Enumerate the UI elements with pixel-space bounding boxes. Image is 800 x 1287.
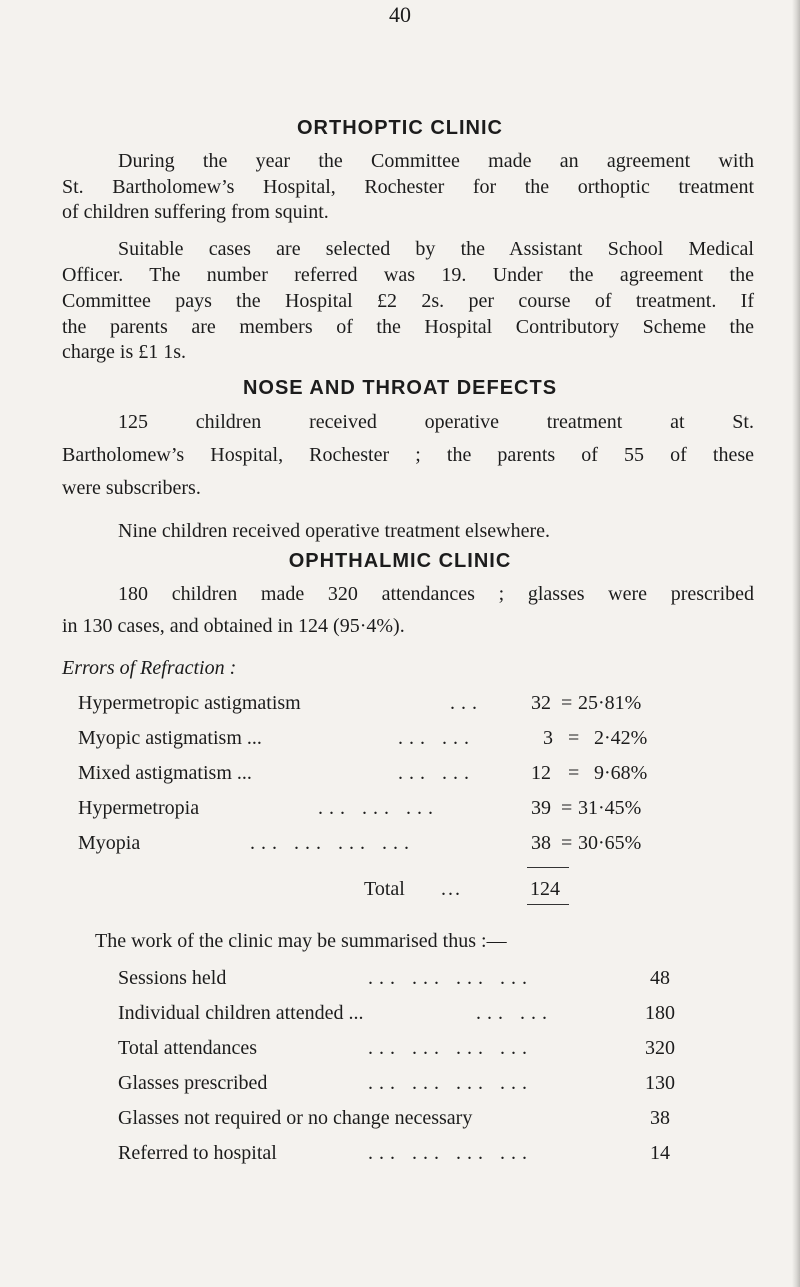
equals-sign: = [561, 832, 573, 854]
summary-value: 180 [645, 1002, 675, 1024]
leader-dots: ... ... [476, 1002, 553, 1024]
error-count: 39 [531, 797, 551, 819]
error-label: Hypermetropic astigmatism [78, 692, 301, 714]
leader-dots: ... ... ... ... [368, 967, 533, 989]
total-rule-bottom [527, 904, 569, 905]
nose-throat-p1-line1: 125 children received operative treatment at St. [118, 411, 754, 433]
orthoptic-p1-line1: During the year the Committee made an agreement with [118, 150, 754, 172]
summary-value: 320 [645, 1037, 675, 1059]
total-rule-top [527, 867, 569, 868]
summary-row [118, 967, 698, 993]
page-number: 40 [389, 2, 411, 27]
errors-row [78, 727, 718, 753]
error-count: 3 [543, 727, 553, 749]
orthoptic-p1-line2: St. Bartholomew’s Hospital, Rochester for the orthoptic treatment [62, 176, 754, 198]
equals-sign: = [568, 762, 580, 784]
summary-row [118, 1072, 698, 1098]
page-edge-shadow [792, 0, 800, 1287]
nose-throat-p1-line3: were subscribers. [62, 477, 201, 499]
error-count: 12 [531, 762, 551, 784]
orthoptic-heading: ORTHOPTIC CLINIC [297, 117, 503, 139]
summary-label: Sessions held [118, 967, 227, 989]
leader-dots: ... ... ... ... [368, 1037, 533, 1059]
orthoptic-p2-line2: Officer. The number referred was 19. Under the agreement the [62, 264, 754, 286]
orthoptic-p2-line5: charge is £1 1s. [62, 341, 187, 363]
total-dots: ... [441, 878, 462, 900]
orthoptic-p2-line3: Committee pays the Hospital £2 2s. per course of treatment. If [62, 290, 754, 312]
error-label: Myopic astigmatism ... [78, 727, 262, 749]
ophthalmic-p1-line1: 180 children made 320 attendances ; glasses were prescribed [118, 583, 754, 605]
equals-sign: = [568, 727, 580, 749]
summary-label: Glasses prescribed [118, 1072, 268, 1094]
summary-row [118, 1037, 698, 1063]
error-count: 32 [531, 692, 551, 714]
error-percent: 30·65% [578, 832, 642, 854]
nose-throat-p1-line2: Bartholomew’s Hospital, Rochester ; the parents of 55 of these [62, 444, 754, 466]
summary-row [118, 1002, 698, 1028]
errors-row [78, 832, 718, 858]
summary-label: Glasses not required or no change necessary [118, 1107, 473, 1129]
summary-value: 130 [645, 1072, 675, 1094]
leader-dots: ... ... [398, 762, 475, 784]
errors-row [78, 692, 718, 718]
leader-dots: ... ... ... [318, 797, 439, 819]
leader-dots: ... ... ... ... [250, 832, 415, 854]
ophthalmic-heading: OPHTHALMIC CLINIC [288, 550, 512, 572]
total-label: Total [364, 878, 405, 900]
error-label: Mixed astigmatism ... [78, 762, 252, 784]
equals-sign: = [561, 692, 573, 714]
error-percent: 9·68% [594, 762, 648, 784]
leader-dots: ... [450, 692, 483, 714]
error-count: 38 [531, 832, 551, 854]
errors-row [78, 797, 718, 823]
leader-dots: ... ... [398, 727, 475, 749]
error-percent: 25·81% [578, 692, 642, 714]
summary-label: Total attendances [118, 1037, 258, 1059]
summary-row [118, 1107, 698, 1133]
errors-row [78, 762, 718, 788]
leader-dots: ... ... ... ... [368, 1142, 533, 1164]
orthoptic-p1-line3: of children suffering from squint. [62, 201, 329, 223]
total-value: 124 [530, 878, 560, 900]
error-label: Myopia [78, 832, 141, 854]
summary-intro: The work of the clinic may be summarised thus :— [95, 930, 507, 952]
error-percent: 31·45% [578, 797, 642, 819]
errors-title: Errors of Refraction : [62, 657, 237, 679]
summary-value: 38 [650, 1107, 670, 1129]
nose-throat-p2: Nine children received operative treatment elsewhere. [118, 520, 551, 542]
orthoptic-p2-line4: the parents are members of the Hospital Contributory Scheme the [62, 316, 754, 338]
nose-throat-heading: NOSE AND THROAT DEFECTS [242, 377, 558, 399]
summary-value: 48 [650, 967, 670, 989]
summary-row [118, 1142, 698, 1168]
orthoptic-p2-line1: Suitable cases are selected by the Assistant School Medical [118, 238, 754, 260]
error-label: Hypermetropia [78, 797, 200, 819]
summary-label: Referred to hospital [118, 1142, 277, 1164]
equals-sign: = [561, 797, 573, 819]
error-percent: 2·42% [594, 727, 648, 749]
summary-value: 14 [650, 1142, 670, 1164]
summary-label: Individual children attended ... [118, 1002, 364, 1024]
ophthalmic-p1-line2: in 130 cases, and obtained in 124 (95·4%). [62, 615, 405, 637]
leader-dots: ... ... ... ... [368, 1072, 533, 1094]
